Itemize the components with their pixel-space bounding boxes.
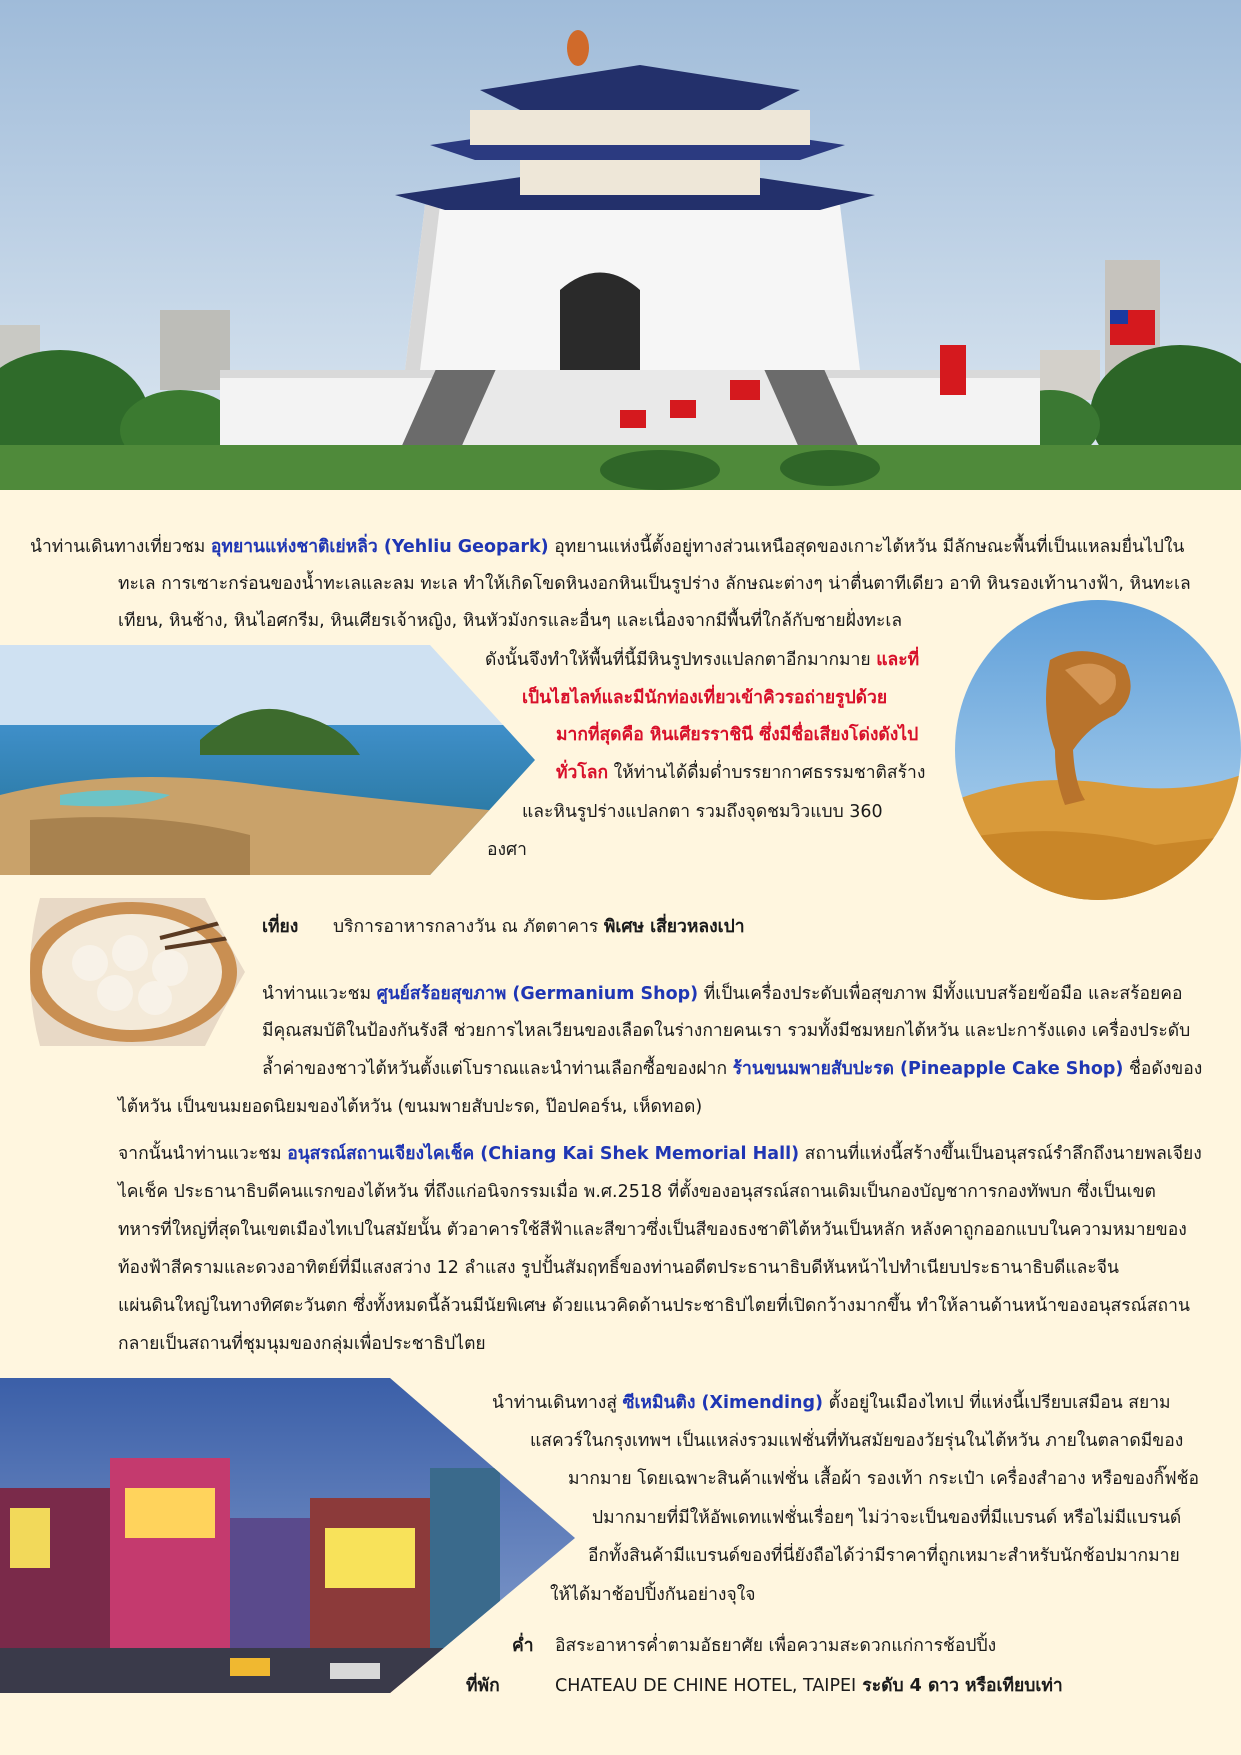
yehliu-line-8: และหินรูปร่างแปลกตา รวมถึงจุดชมวิวแบบ 360 — [522, 802, 883, 822]
text: นำท่านเดินทางสู่ — [492, 1393, 623, 1413]
germanium-line-2: มีคุณสมบัติในป้องกันรังสี ช่วยการไหลเวียนของเลือดในร่างกายคนเรา รวมทั้งมีชมหยกไต้หวัน และปะการังแดง เครื่องประดับ — [262, 1021, 1191, 1041]
queens-head-rock-photo — [955, 600, 1241, 900]
yehliu-line-7 — [556, 761, 925, 785]
text: สถานที่แห่งนี้สร้างขึ้นเป็นอนุสรณ์รำลึกถึงนายพลเจียง — [799, 1144, 1202, 1164]
dinner-label: ค่ำ — [512, 1636, 534, 1656]
ximending-line-4: ปมากมายที่มีให้อัพเดทแฟชั่นเรื่อยๆ ไม่ว่าจะเป็นของที่มีแบรนด์ หรือไม่มีแบรนด์ — [592, 1508, 1182, 1528]
ximending-line-2: แสควร์ในกรุงเทพฯ เป็นแหล่งรวมแฟชั่นที่ทันสมัยของวัยรุ่นในไต้หวัน ภายในตลาดมีของ — [530, 1431, 1184, 1451]
ximending-line-6: ให้ได้มาช้อปปิ้งกันอย่างจุใจ — [550, 1585, 756, 1605]
lunch-label: เที่ยง — [262, 917, 299, 937]
text: ให้ท่านได้ดื่มด่ำบรรยากาศธรรมชาติสร้าง — [608, 763, 926, 783]
yehliu-line-4 — [485, 648, 919, 672]
memorial-hall-link: อนุสรณ์สถานเจียงไคเช็ค (Chiang Kai Shek Memorial Hall) — [287, 1144, 800, 1164]
germanium-line-3 — [262, 1057, 1202, 1081]
yehliu-geopark-link: อุทยานแห่งชาติเย่หลิ่ว (Yehliu Geopark) — [210, 537, 549, 557]
text: ที่เป็นเครื่องประดับเพื่อสุขภาพ มีทั้งแบบสร้อยข้อมือ และสร้อยคอ — [698, 984, 1183, 1004]
text: นำท่านแวะชม — [262, 984, 377, 1004]
lunch-text — [333, 915, 745, 939]
text: ล้ำค่าของชาวไต้หวันตั้งแต่โบราณและนำท่านเลือกซื้อของฝาก — [262, 1059, 733, 1079]
text: ตั้งอยู่ในเมืองไทเป ที่แห่งนี้เปรียบเสมือน สยาม — [823, 1393, 1171, 1413]
yehliu-line-1 — [30, 535, 1184, 559]
yehliu-line-2: ทะเล การเซาะกร่อนของน้ำทะเลและลม ทะเล ทำให้เกิดโขดหินงอกหินเป็นรูปร่าง ลักษณะต่างๆ น่าตื่นตาทีเดียว อาทิ หินรองเท้านางฟ้า, หินทะเล — [118, 574, 1191, 594]
dinner-text: อิสระอาหารค่ำตามอัธยาศัย เพื่อความสะดวกแก่การช้อปปิ้ง — [555, 1636, 997, 1656]
pineapple-cake-shop-link: ร้านขนมพายสับปะรด (Pineapple Cake Shop) — [732, 1059, 1124, 1079]
memorial-line-1 — [118, 1142, 1202, 1166]
text: ชื่อดังของ — [1123, 1059, 1203, 1079]
yehliu-line-9: องศา — [487, 840, 527, 860]
germanium-line-1 — [262, 982, 1182, 1006]
text: ดังนั้นจึงทำให้พื้นที่นี้มีหินรูปทรงแปลกตาอีกมากมาย — [485, 650, 877, 670]
hotel-label: ที่พัก — [466, 1676, 500, 1696]
highlight-text: และที่ — [876, 650, 920, 670]
hotel-name: CHATEAU DE CHINE HOTEL, TAIPEI — [555, 1676, 857, 1696]
yehliu-line-3: เทียน, หินช้าง, หินไอศกรีม, หินเศียรเจ้าหญิง, หินหัวมังกรและอื่นๆ และเนื่องจากมีพื้นที่ใกล้กับชายฝั่งทะเล — [118, 611, 903, 631]
memorial-line-6: กลายเป็นสถานที่ชุมนุมของกลุ่มเพื่อประชาธิปไตย — [118, 1334, 486, 1354]
ximending-line-3: มากมาย โดยเฉพาะสินค้าแฟชั่น เสื้อผ้า รองเท้า กระเป๋า เครื่องสำอาง หรือของกิ๊ฟช้อ — [568, 1469, 1200, 1489]
germanium-line-4: ไต้หวัน เป็นขนมยอดนิยมของไต้หวัน (ขนมพายสับปะรด, ป๊อปคอร์น, เห็ดทอด) — [118, 1097, 703, 1117]
memorial-line-4: ท้องฟ้าสีครามและดวงอาทิตย์ที่มีแสงสว่าง 12 ลำแสง รูปปั้นสัมฤทธิ์ของท่านอดีตประธานาธิบดีหันหน้าไปทำเนียบประธานาธิบดีและจีน — [118, 1258, 1119, 1278]
hotel-rating: ระดับ 4 ดาว หรือเทียบเท่า — [856, 1676, 1063, 1696]
text: นำท่านเดินทางเที่ยวชม — [30, 537, 211, 557]
text: จากนั้นนำท่านแวะชม — [118, 1144, 288, 1164]
memorial-line-3: ทหารที่ใหญ่ที่สุดในเขตเมืองไทเปในสมัยนั้น ตัวอาคารใช้สีฟ้าและสีขาวซึ่งเป็นสีของธงชาติไต้หวันเป็นหลัก หลังคาถูกออกแบบในความหมายของ — [118, 1220, 1187, 1240]
text: อุทยานแห่งนี้ตั้งอยู่ทางส่วนเหนือสุดของเกาะไต้หวัน มีลักษณะพื้นที่เป็นแหลมยื่นไปใน — [548, 537, 1185, 557]
memorial-line-2: ไคเช็ค ประธานาธิบดีคนแรกของไต้หวัน ที่ถึงแก่อนิจกรรมเมื่อ พ.ศ.2518 ที่ตั้งของอนุสรณ์สถานเดิมเป็นกองบัญชาการกองทัพบก ซึ่งเป็นเขต — [118, 1182, 1156, 1202]
memorial-line-5: แผ่นดินใหญ่ในทางทิศตะวันตก ซึ่งทั้งหมดนี้ล้วนมีนัยพิเศษ ด้วยแนวคิดด้านประชาธิปไตยที่เปิดกว้างมากขึ้น ทำให้ลานด้านหน้าของอนุสรณ์สถาน — [118, 1296, 1190, 1316]
ximending-photo — [0, 1378, 580, 1693]
germanium-shop-link: ศูนย์สร้อยสุขภาพ (Germanium Shop) — [376, 984, 699, 1004]
hotel-text — [555, 1674, 1063, 1698]
yehliu-line-6: มากที่สุดคือ หินเศียรราชินี ซึ่งมีชื่อเสียงโด่งดังไป — [556, 725, 919, 745]
yehliu-line-5: เป็นไฮไลท์และมีนักท่องเที่ยวเข้าคิวรอถ่ายรูปด้วย — [522, 688, 888, 708]
text: บริการอาหารกลางวัน ณ ภัตตาคาร — [333, 917, 604, 937]
yehliu-coast-photo — [0, 645, 540, 875]
hero-photo-memorial-hall — [0, 0, 1241, 490]
ximending-link: ซีเหมินติง (Ximending) — [622, 1393, 824, 1413]
xiaolongbao-photo — [20, 898, 245, 1046]
ximending-line-5: อีกทั้งสินค้ามีแบรนด์ของที่นี่ยังถือได้ว่ามีราคาที่ถูกเหมาะสำหรับนักช้อปมากมาย — [588, 1546, 1180, 1566]
ximending-line-1 — [492, 1391, 1171, 1415]
restaurant-name: พิเศษ เสี่ยวหลงเปา — [603, 917, 745, 937]
highlight-text: ทั่วโลก — [556, 763, 609, 783]
